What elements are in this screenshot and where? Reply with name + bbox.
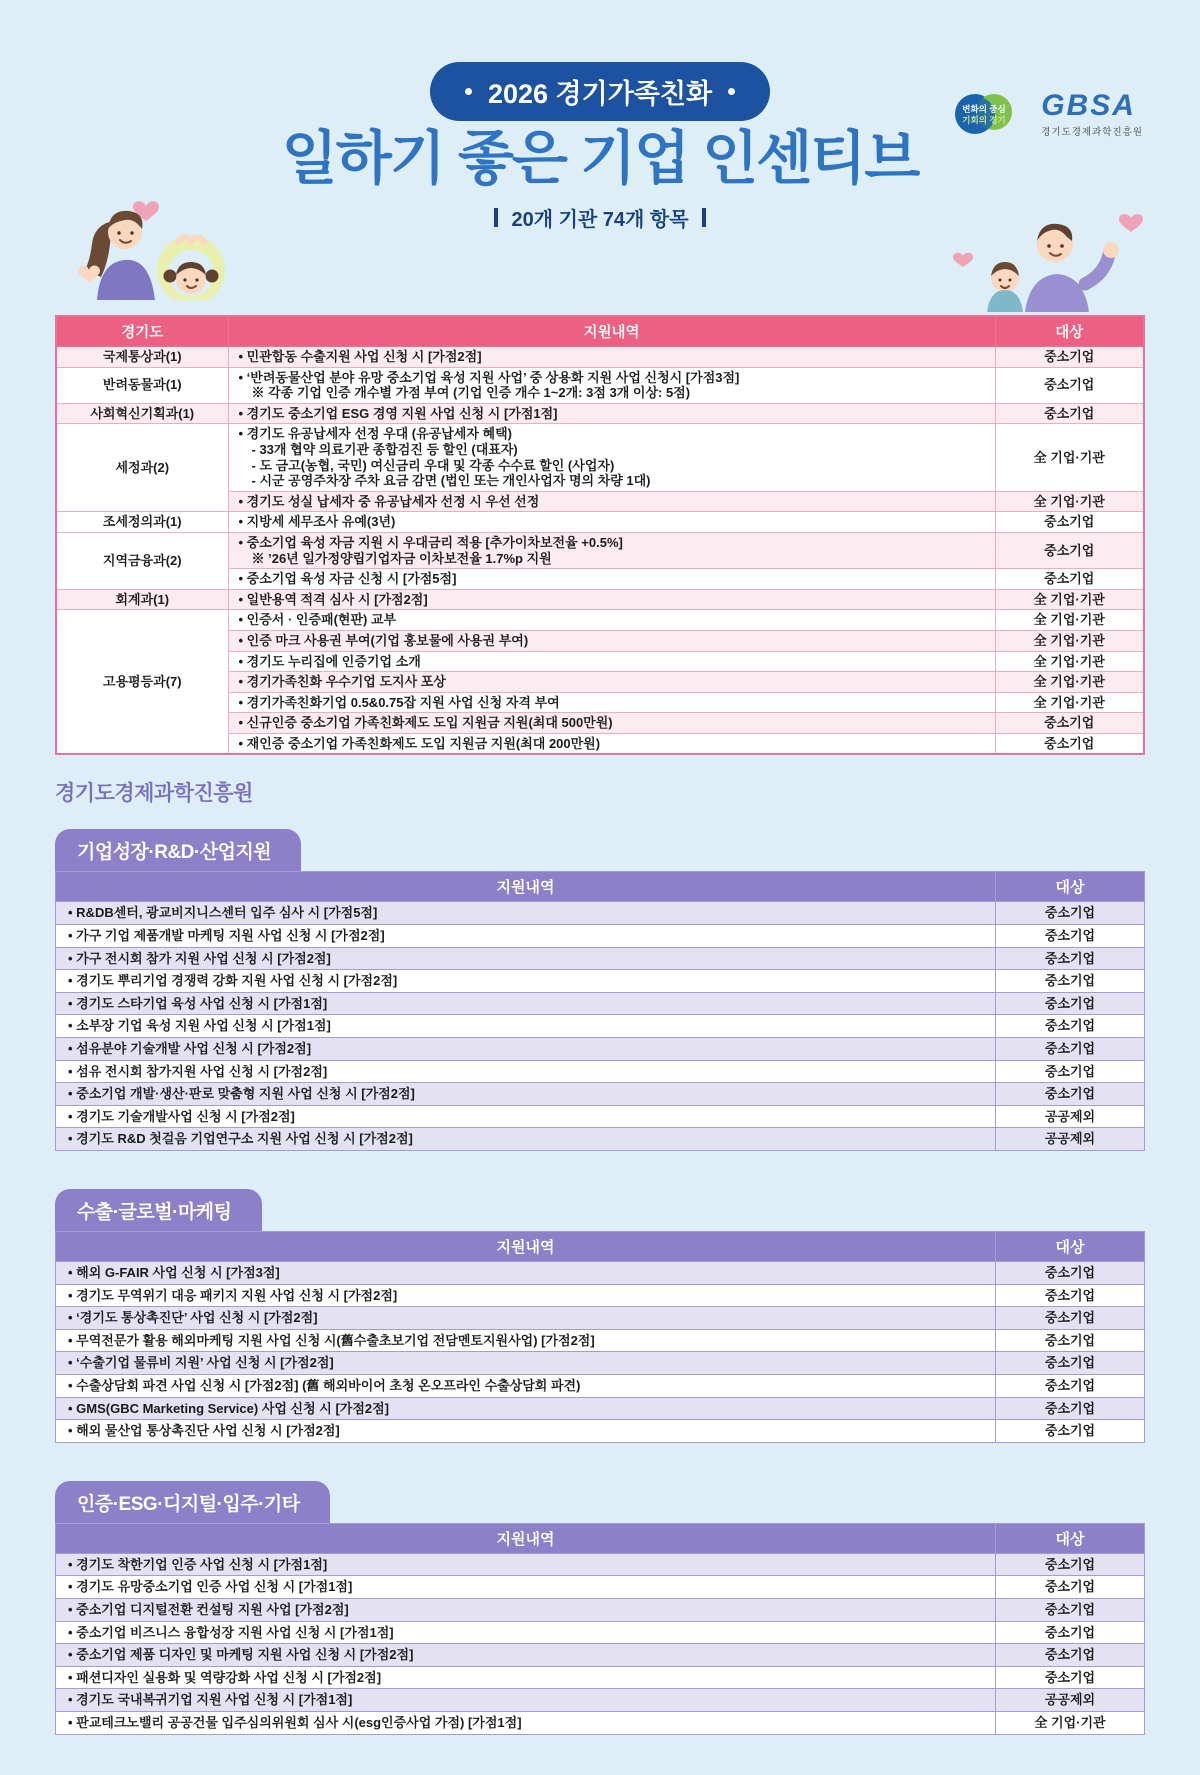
gg-logo-line1: 변화의 중심	[962, 104, 1006, 114]
subsection-table	[55, 1231, 1145, 1443]
heart-icon	[953, 253, 973, 267]
target-cell: 全 기업·기관	[995, 610, 1144, 631]
support-line: - 33개 협약 의료기관 종합검진 등 할인 (대표자)	[251, 441, 518, 457]
support-cell: • 경기도 유망중소기업 인증 사업 신청 시 [가점1점]	[56, 1576, 996, 1599]
support-cell: • ‘수출기업 물류비 지원’ 사업 신청 시 [가점2점]	[56, 1352, 996, 1375]
support-cell: • 경기도 스타기업 육성 사업 신청 시 [가점1점]	[56, 992, 996, 1015]
org-section-title: 경기도경제과학진흥원	[55, 782, 253, 806]
target-cell: 全 기업·기관	[995, 424, 1144, 491]
gyeonggi-support-table	[55, 315, 1145, 755]
support-cell: • 수출상담회 파견 사업 신청 시 [가점2점] (舊 해외바이어 초청 온오프라인 수출상담회 파견)	[56, 1374, 996, 1397]
subsection-row	[56, 1038, 1145, 1061]
support-cell	[228, 403, 995, 424]
col-header-target: 대상	[996, 1232, 1145, 1262]
target-cell: 全 기업·기관	[995, 491, 1144, 512]
target-cell: 중소기업	[996, 992, 1145, 1015]
support-line: • 경기도 누리집에 인증기업 소개	[238, 653, 421, 669]
support-cell: • 소부장 기업 육성 지원 사업 신청 시 [가점1점]	[56, 1015, 996, 1038]
dept-cell: 국제통상과(1)	[56, 347, 228, 368]
target-cell: 중소기업	[996, 902, 1145, 925]
main-table-row	[56, 512, 1144, 533]
target-cell: 공공제외	[996, 1105, 1145, 1128]
support-cell: • 중소기업 비즈니스 융합성장 지원 사업 신청 시 [가점1점]	[56, 1621, 996, 1644]
subsection-row	[56, 1262, 1145, 1285]
target-cell: 全 기업·기관	[995, 651, 1144, 672]
subsection-row	[56, 992, 1145, 1015]
support-cell: • 섬유분야 기술개발 사업 신청 시 [가점2점]	[56, 1038, 996, 1061]
logo-area	[953, 88, 1143, 140]
subsection-row	[56, 1644, 1145, 1667]
support-cell: • 경기도 무역위기 대응 패키지 지원 사업 신청 시 [가점2점]	[56, 1284, 996, 1307]
subsection-2	[55, 1177, 1145, 1443]
support-cell: • 경기도 기술개발사업 신청 시 [가점2점]	[56, 1105, 996, 1128]
subsection-row	[56, 1128, 1145, 1151]
subsection-row	[56, 1666, 1145, 1689]
subsection-row	[56, 1307, 1145, 1330]
subtitle-label: 20개 기관 74개 항목	[511, 208, 689, 231]
support-cell: • 경기도 뿌리기업 경쟁력 강화 지원 사업 신청 시 [가점2점]	[56, 970, 996, 993]
support-line: • 일반용역 적격 심사 시 [가점2점]	[238, 591, 428, 607]
subsection-tab: 기업성장·R&D·산업지원	[55, 829, 301, 871]
support-cell	[228, 630, 995, 651]
subsection-table	[55, 871, 1145, 1151]
target-cell: 중소기업	[996, 1329, 1145, 1352]
subsection-row	[56, 1598, 1145, 1621]
support-line: • 경기도 유공납세자 선정 우대 (유공납세자 혜택)	[238, 426, 512, 442]
support-cell	[228, 347, 995, 368]
col-header-support: 지원내역	[56, 872, 996, 902]
support-cell: • 가구 기업 제품개발 마케팅 지원 사업 신청 시 [가점2점]	[56, 925, 996, 948]
target-cell: 중소기업	[996, 1038, 1145, 1061]
target-cell: 중소기업	[996, 1307, 1145, 1330]
col-header-support: 지원내역	[228, 316, 995, 347]
family-illustration-left	[51, 182, 246, 300]
main-table-row	[56, 347, 1144, 368]
dept-cell: 고용평등과(7)	[56, 610, 228, 755]
target-cell: 全 기업·기관	[996, 1711, 1145, 1734]
support-line: • ‘반려동물산업 분야 유망 중소기업 육성 지원 사업’ 중 상용화 지원 사업 신청시 [가점3점]	[238, 369, 740, 385]
support-cell: • 무역전문가 활용 해외마케팅 지원 사업 신청 시(舊수출초보기업 전담멘토지원사업) [가점2점]	[56, 1329, 996, 1352]
subtitle-bar	[494, 208, 498, 227]
year-badge	[430, 62, 770, 121]
subsection-row	[56, 1352, 1145, 1375]
subsection-row	[56, 1553, 1145, 1576]
target-cell: 중소기업	[996, 947, 1145, 970]
target-cell: 중소기업	[995, 733, 1144, 754]
dept-cell: 회계과(1)	[56, 589, 228, 610]
target-cell: 중소기업	[996, 1262, 1145, 1285]
target-cell: 중소기업	[996, 1083, 1145, 1106]
support-cell	[228, 569, 995, 590]
gbsa-logo-word: GBSA	[1041, 88, 1136, 122]
target-cell: 중소기업	[995, 403, 1144, 424]
target-cell: 全 기업·기관	[995, 672, 1144, 693]
subsection-row	[56, 1374, 1145, 1397]
support-line: • 인증 마크 사용권 부여(기업 홍보물에 사용권 부여)	[238, 632, 529, 648]
target-cell: 중소기업	[996, 1644, 1145, 1667]
main-table-row	[56, 403, 1144, 424]
badge-dot	[465, 88, 472, 95]
col-header-target: 대상	[996, 1523, 1145, 1553]
subsection-row	[56, 1105, 1145, 1128]
subsection-row	[56, 1711, 1145, 1734]
dept-cell: 조세정의과(1)	[56, 512, 228, 533]
support-cell: • 해외 G-FAIR 사업 신청 시 [가점3점]	[56, 1262, 996, 1285]
target-cell: 중소기업	[996, 1284, 1145, 1307]
badge-label: 2026 경기가족친화	[487, 79, 713, 109]
support-cell: • 판교테크노밸리 공공건물 입주심의위원회 심사 시(esg인증사업 가점) [가점1점]	[56, 1711, 996, 1734]
subsection-header-row	[56, 872, 1145, 902]
target-cell: 중소기업	[996, 1666, 1145, 1689]
target-cell: 중소기업	[996, 925, 1145, 948]
subsection-1	[55, 817, 1145, 1151]
dept-cell: 지역금융과(2)	[56, 532, 228, 589]
support-line: • 지방세 세무조사 유예(3년)	[238, 514, 396, 530]
support-cell: • GMS(GBC Marketing Service) 사업 신청 시 [가점2점]	[56, 1397, 996, 1420]
support-cell	[228, 610, 995, 631]
main-table-row	[56, 610, 1144, 631]
gbsa-logo-caption: 경기도경제과학진흥원	[1041, 126, 1143, 138]
target-cell: 全 기업·기관	[995, 630, 1144, 651]
target-cell: 공공제외	[996, 1128, 1145, 1151]
support-cell	[228, 733, 995, 754]
support-cell	[228, 367, 995, 403]
target-cell: 全 기업·기관	[995, 589, 1144, 610]
subsection-row	[56, 1015, 1145, 1038]
support-line: • 경기도 중소기업 ESG 경영 지원 사업 신청 시 [가점1점]	[238, 405, 558, 421]
main-table-row	[56, 532, 1144, 568]
subsection-row	[56, 1420, 1145, 1443]
subsection-table	[55, 1523, 1145, 1735]
support-cell: • 중소기업 디지털전환 컨설팅 지원 사업 [가점2점]	[56, 1598, 996, 1621]
subtitle-bar	[702, 208, 706, 227]
support-line: • 경기도 성실 납세자 중 유공납세자 선정 시 우선 선정	[238, 493, 540, 509]
support-cell	[228, 692, 995, 713]
support-cell	[228, 713, 995, 734]
gbsa-logo	[1041, 88, 1143, 138]
target-cell: 중소기업	[996, 1598, 1145, 1621]
gyeonggi-province-logo	[953, 88, 1015, 140]
subsection-row	[56, 970, 1145, 993]
support-cell	[228, 651, 995, 672]
subsection-row	[56, 1284, 1145, 1307]
target-cell: 중소기업	[996, 1015, 1145, 1038]
support-cell	[228, 424, 995, 491]
main-table-row	[56, 589, 1144, 610]
target-cell: 중소기업	[995, 713, 1144, 734]
support-line: - 시군 공영주차장 주차 요금 감면 (법인 또는 개인사업자 명의 차량 1대)	[251, 473, 651, 489]
support-cell: • 경기도 착한기업 인증 사업 신청 시 [가점1점]	[56, 1553, 996, 1576]
subsection-row	[56, 1397, 1145, 1420]
main-table-row	[56, 424, 1144, 491]
support-cell: • 경기도 R&D 첫걸음 기업연구소 지원 사업 신청 시 [가점2점]	[56, 1128, 996, 1151]
target-cell: 중소기업	[996, 1420, 1145, 1443]
col-header-target: 대상	[996, 872, 1145, 902]
target-cell: 중소기업	[995, 367, 1144, 403]
subsection-row	[56, 1060, 1145, 1083]
page-subtitle	[55, 203, 1145, 232]
support-line: • 민관합동 수출지원 사업 신청 시 [가점2점]	[238, 349, 482, 364]
support-cell	[228, 589, 995, 610]
support-line: ※ ’26년 일가정양립기업자금 이차보전율 1.7%p 지원	[251, 550, 552, 566]
support-cell: • 가구 전시회 참가 지원 사업 신청 시 [가점2점]	[56, 947, 996, 970]
target-cell: 중소기업	[996, 1060, 1145, 1083]
support-line: • 경기가족친화 우수기업 도지사 포상	[238, 674, 446, 690]
subsection-row	[56, 1329, 1145, 1352]
support-cell: • 중소기업 개발·생산·판로 맞춤형 지원 사업 신청 시 [가점2점]	[56, 1083, 996, 1106]
col-header-dept: 경기도	[56, 316, 228, 347]
target-cell: 중소기업	[996, 1553, 1145, 1576]
subsection-row	[56, 1083, 1145, 1106]
target-cell: 중소기업	[995, 569, 1144, 590]
badge-dot	[728, 88, 735, 95]
target-cell: 중소기업	[995, 512, 1144, 533]
col-header-support: 지원내역	[56, 1232, 996, 1262]
main-table-row	[56, 367, 1144, 403]
target-cell: 중소기업	[995, 347, 1144, 368]
subsection-row	[56, 1621, 1145, 1644]
subsection-row	[56, 902, 1145, 925]
support-cell: • 섬유 전시회 참가지원 사업 신청 시 [가점2점]	[56, 1060, 996, 1083]
gg-logo-line2: 기회의 경기	[962, 115, 1006, 125]
support-line: • 재인증 중소기업 가족친화제도 도입 지원금 지원(최대 200만원)	[238, 735, 601, 751]
support-line: • 경기가족친화기업 0.5&0.75잡 지원 사업 신청 자격 부여	[238, 694, 560, 710]
target-cell: 중소기업	[996, 1352, 1145, 1375]
support-cell: • ‘경기도 통상촉진단’ 사업 신청 시 [가점2점]	[56, 1307, 996, 1330]
col-header-target: 대상	[995, 316, 1144, 347]
org-subsections	[55, 817, 1145, 1734]
target-cell: 중소기업	[996, 970, 1145, 993]
target-cell: 중소기업	[996, 1621, 1145, 1644]
subsection-row	[56, 1689, 1145, 1712]
target-cell: 중소기업	[996, 1397, 1145, 1420]
target-cell: 중소기업	[996, 1576, 1145, 1599]
target-cell: 全 기업·기관	[995, 692, 1144, 713]
subsection-3	[55, 1469, 1145, 1735]
support-line: • 중소기업 육성 자금 지원 시 우대금리 적용 [추가이차보전율 +0.5%]	[238, 534, 623, 550]
page-title: 일하기 좋은 기업 인센티브	[281, 126, 919, 191]
support-cell	[228, 672, 995, 693]
support-cell: • 중소기업 제품 디자인 및 마케팅 지원 사업 신청 시 [가점2점]	[56, 1644, 996, 1667]
support-cell: • 해외 물산업 통상촉진단 사업 신청 시 [가점2점]	[56, 1420, 996, 1443]
subsection-tab: 인증·ESG·디지털·입주·기타	[55, 1481, 330, 1523]
support-cell	[228, 491, 995, 512]
col-header-support: 지원내역	[56, 1523, 996, 1553]
subsection-row	[56, 947, 1145, 970]
poster-header	[55, 62, 1145, 315]
target-cell: 중소기업	[995, 532, 1144, 568]
support-line: - 도 금고(농협, 국민) 여신금리 우대 및 각종 수수료 할인 (사업자)	[251, 457, 615, 473]
subsection-row	[56, 1576, 1145, 1599]
target-cell: 공공제외	[996, 1689, 1145, 1712]
subsection-header-row	[56, 1523, 1145, 1553]
support-cell: • R&DB센터, 광교비지니스센터 입주 심사 시 [가점5점]	[56, 902, 996, 925]
subsection-header-row	[56, 1232, 1145, 1262]
dept-cell: 세정과(2)	[56, 424, 228, 512]
dept-cell: 사회혁신기획과(1)	[56, 403, 228, 424]
support-cell: • 패션디자인 실용화 및 역량강화 사업 신청 시 [가점2점]	[56, 1666, 996, 1689]
support-cell	[228, 532, 995, 568]
support-line: ※ 각종 기업 인증 개수별 가점 부여 (기업 인증 개수 1~2개: 3점 3개 이상: 5점)	[251, 385, 691, 401]
main-table-header-row	[56, 316, 1144, 347]
subsection-row	[56, 925, 1145, 948]
support-cell	[228, 512, 995, 533]
target-cell: 중소기업	[996, 1374, 1145, 1397]
support-line: • 중소기업 육성 자금 신청 시 [가점5점]	[238, 571, 457, 587]
support-cell: • 경기도 국내복귀기업 지원 사업 신청 시 [가점1점]	[56, 1689, 996, 1712]
support-line: • 신규인증 중소기업 가족친화제도 도입 지원금 지원(최대 500만원)	[238, 715, 613, 731]
dept-cell: 반려동물과(1)	[56, 367, 228, 403]
subsection-tab: 수출·글로벌·마케팅	[55, 1189, 262, 1231]
support-line: • 인증서 · 인증패(현판) 교부	[238, 612, 397, 628]
